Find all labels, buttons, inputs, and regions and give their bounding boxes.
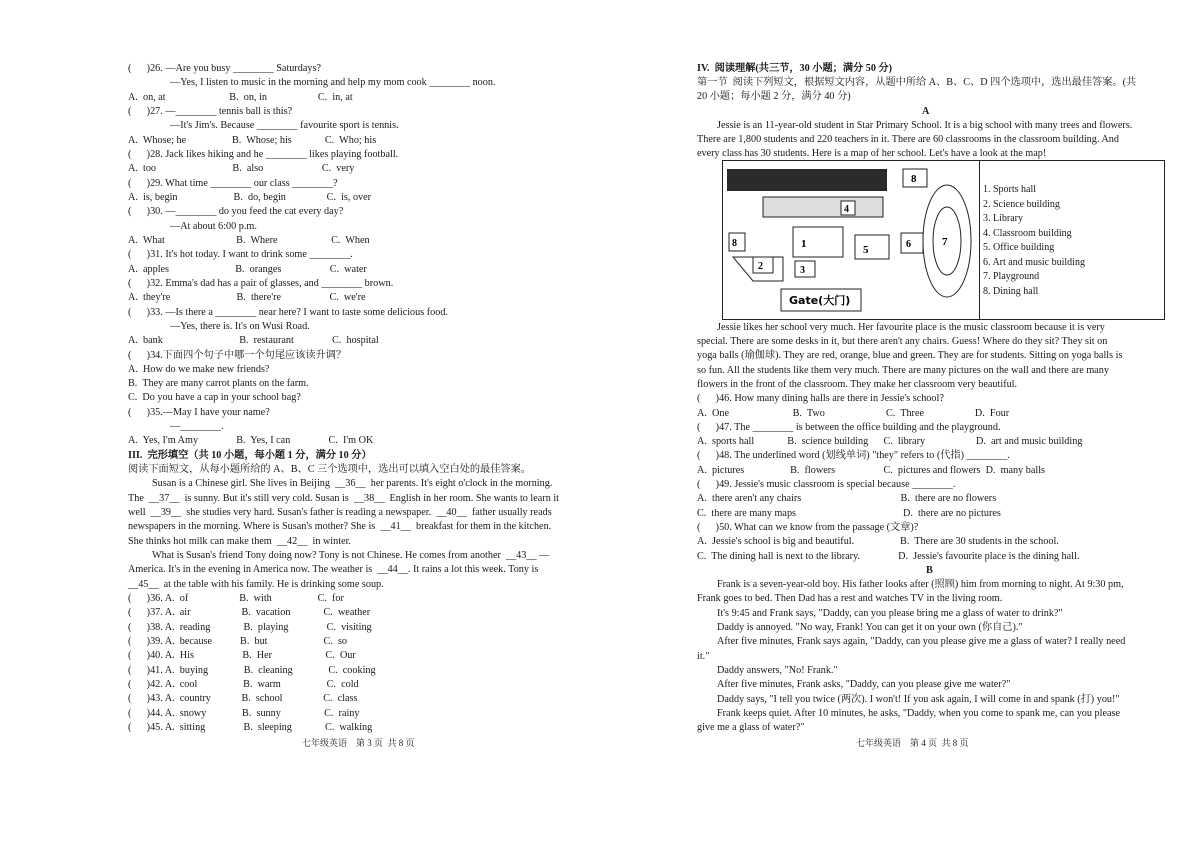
left-text-line: —At about 6:00 p.m. xyxy=(170,221,257,232)
right-text-line: ( )49. Jessie's music classroom is special because ________. xyxy=(697,479,956,490)
left-text-line: __45__ at the table with his family. He is drinking some soup. xyxy=(128,579,384,590)
legend-item: 6. Art and music building xyxy=(983,256,1085,268)
map-label-4: 4 xyxy=(844,204,849,215)
left-text-line: —It's Jim's. Because ________ favourite sport is tennis. xyxy=(170,120,399,131)
left-text-line: ( )40. A. His B. Her C. Our xyxy=(128,650,356,661)
left-text-line: —Yes, I listen to music in the morning and help my mom cook ________ noon. xyxy=(170,77,496,88)
left-text-line: ( )41. A. buying B. cleaning C. cooking xyxy=(128,665,376,676)
left-text-line: newspapers in the morning. Where is Susan's mother? She is __41__ breakfast for them in the kitchen. xyxy=(128,521,552,532)
right-text-line: C. there are many maps D. there are no pictures xyxy=(697,508,1001,519)
right-text-line: Frank keeps quiet. After 10 minutes, he asks, "Daddy, when you come to spank me, can you please xyxy=(717,708,1120,719)
right-text-line: flowers in the front of the classroom. They make her classroom very beautiful. xyxy=(697,379,1018,390)
right-text-line: IV. 阅读理解(共三节，30 小题；满分 50 分) xyxy=(697,63,893,74)
map-science-building xyxy=(753,257,773,273)
left-text-line: A. they're B. there're C. we're xyxy=(128,292,366,303)
right-text-line: It's 9:45 and Frank says, "Daddy, can you please bring me a glass of water to drink?" xyxy=(717,608,1063,619)
left-text-line: The __37__ is sunny. But it's still very cold. Susan is __38__ English in her room. She wants to learn it xyxy=(128,493,560,504)
left-text-line: ( )36. A. of B. with C. for xyxy=(128,593,344,604)
right-text-line: ( )46. How many dining halls are there in Jessie's school? xyxy=(697,393,944,404)
right-text-line: special. There are some desks in it, but there aren't any chairs. Guess! Where do they sit? They sit on xyxy=(697,336,1108,347)
right-text-line: yoga balls (瑜伽球). They are red, orange, blue and green. They are for students. Sitting on yoga balls is xyxy=(697,350,1123,361)
left-text-line: A. on, at B. on, in C. in, at xyxy=(128,92,353,103)
map-art-music-building xyxy=(901,233,923,253)
legend-item: 7. Playground xyxy=(983,271,1040,282)
left-text-line: ( )26. —Are you busy ________ Saturdays? xyxy=(128,63,321,74)
right-text-line: A. Jessie's school is big and beautiful. B. There are 30 students in the school. xyxy=(697,536,1059,547)
right-text-line: give me a glass of water?" xyxy=(697,722,805,733)
right-text-line: A. One B. Two C. Three D. Four xyxy=(697,408,1010,419)
left-text-line: A. bank B. restaurant C. hospital xyxy=(128,335,379,346)
right-text-line: Jessie likes her school very much. Her favourite place is the music classroom because it is very xyxy=(717,322,1105,333)
left-text-line: ( )44. A. snowy B. sunny C. rainy xyxy=(128,708,360,719)
left-text-line: ( )42. A. cool B. warm C. cold xyxy=(128,679,359,690)
map-label-6: 6 xyxy=(906,239,911,250)
left-text-line: ( )45. A. sitting B. sleeping C. walking xyxy=(128,722,373,733)
map-classroom-building xyxy=(763,197,883,217)
map-label-1: 1 xyxy=(801,238,807,250)
left-text-line: America. It's in the evening in America now. The weather is __44__. It rains a lot this week. Tony is xyxy=(128,564,539,575)
right-text-line: A. sports hall B. science building C. library D. art and music building xyxy=(697,436,1083,447)
map-label-8-left: 8 xyxy=(732,238,737,249)
left-text-line: ( )30. —________ do you feed the cat every day? xyxy=(128,206,344,217)
right-text-line: ( )50. What can we know from the passage (文章)? xyxy=(697,522,919,533)
left-text-line: She thinks hot milk can make them __42__ in winter. xyxy=(128,536,351,547)
left-text-line: ( )39. A. because B. but C. so xyxy=(128,636,348,647)
left-text-line: A. Whose; he B. Whose; his C. Who; his xyxy=(128,135,377,146)
left-text-line: ( )43. A. country B. school C. class xyxy=(128,693,358,704)
left-text-line: A. apples B. oranges C. water xyxy=(128,264,367,275)
map-office-building xyxy=(855,235,889,259)
right-text-line: There are 1,800 students and 220 teachers in it. There are 60 classrooms in the classroom building. And xyxy=(697,134,1119,145)
right-text-line: Frank is a seven-year-old boy. His father looks after (照顾) him from morning to night. At 9:30 pm, xyxy=(717,579,1124,590)
left-text-line: ( )35.—May I have your name? xyxy=(128,407,270,418)
right-text-line: 第一节 阅读下列短文，根据短文内容，从题中所给 A、B、C、D 四个选项中，选出最佳答案。(共 xyxy=(697,77,1137,88)
map-label-2: 2 xyxy=(758,261,763,272)
map-gate-label: Gate(大门) xyxy=(789,294,851,307)
map-label-8-top: 8 xyxy=(911,173,917,185)
map-label-3: 3 xyxy=(800,265,805,276)
map-label-7: 7 xyxy=(942,236,948,248)
school-map xyxy=(722,160,1165,320)
right-text-line: Frank goes to bed. Then Dad has a rest and watches TV in the living room. xyxy=(697,593,1003,604)
right-text-line: After five minutes, Frank asks, "Daddy, can you please give me water?" xyxy=(717,679,1011,690)
left-text-line: C. Do you have a cap in your school bag? xyxy=(128,392,301,403)
right-text-line: ( )48. The underlined word (划线单词) "they" refers to (代指) ________. xyxy=(697,450,1010,461)
right-text-line: B xyxy=(926,565,933,576)
right-text-line: A. there aren't any chairs B. there are no flowers xyxy=(697,493,997,504)
right-text-line: Daddy answers, "No! Frank." xyxy=(717,665,838,676)
map-library xyxy=(795,261,815,277)
legend-item: 3. Library xyxy=(983,213,1023,224)
left-text-line: B. They are many carrot plants on the farm. xyxy=(128,378,309,389)
map-legend xyxy=(983,183,1085,299)
left-text-line: III. 完形填空（共 10 小题，每小题 1 分，满分 10 分） xyxy=(128,450,372,461)
school-map-drawing xyxy=(723,161,980,319)
left-text-line: ( )28. Jack likes hiking and he ________ likes playing football. xyxy=(128,149,399,160)
legend-item: 5. Office building xyxy=(983,242,1055,253)
legend-item: 2. Science building xyxy=(983,198,1060,210)
left-text-line: ( )34.下面四个句子中哪一个句尾应该读升调？ xyxy=(128,350,347,361)
legend-item: 4. Classroom building xyxy=(983,227,1072,239)
left-text-line: —Yes, there is. It's on Wusi Road. xyxy=(170,321,310,332)
legend-item: 1. Sports hall xyxy=(983,184,1037,195)
right-text-line: Jessie is an 11-year-old student in Star Primary School. It is a big school with many trees and flowers. xyxy=(717,120,1133,131)
right-text-line: so fun. All the students like them very much. There are many pictures on the wall and there are many xyxy=(697,365,1109,376)
right-text-line: it." xyxy=(697,651,710,662)
left-text-line: A. too B. also C. very xyxy=(128,163,355,174)
left-text-line: A. is, begin B. do, begin C. is, over xyxy=(128,192,372,203)
right-text-line: After five minutes, Frank says again, "Daddy, can you please give me a glass of water? I really need xyxy=(717,636,1126,647)
left-text-line: ( )29. What time ________ our class ________? xyxy=(128,178,338,189)
right-text-line: every class has 30 students. Here is a map of her school. Let's have a look at the map! xyxy=(697,148,1047,159)
left-text-line: ( )38. A. reading B. playing C. visiting xyxy=(128,622,372,633)
left-text-line: Susan is a Chinese girl. She lives in Beijing __36__ her parents. It's eight o'clock in the morning. xyxy=(152,478,553,489)
left-text-line: —________. xyxy=(170,421,224,432)
left-text-line: ( )27. —________ tennis ball is this? xyxy=(128,106,293,117)
right-text-line: Daddy is annoyed. "No way, Frank! You can get it on your own (你自己)." xyxy=(717,622,1023,633)
map-dark-building xyxy=(727,169,887,191)
right-text-line: 20 小题；每小题 2 分，满分 40 分) xyxy=(697,91,851,102)
footer-page-3: 七年级英语 第 3 页 共 8 页 xyxy=(302,738,415,748)
left-text-line: A. What B. Where C. When xyxy=(128,235,370,246)
right-text-line: A. pictures B. flowers C. pictures and flowers D. many balls xyxy=(697,465,1046,476)
left-text-line: A. How do we make new friends? xyxy=(128,364,270,375)
legend-item: 8. Dining hall xyxy=(983,285,1039,297)
left-text-line: 阅读下面短文，从每小题所给的 A、B、C 三个选项中，选出可以填入空白处的最佳答案。 xyxy=(128,464,531,475)
left-text-line: ( )31. It's hot today. I want to drink some ________. xyxy=(128,249,353,260)
right-text-line: ( )47. The ________ is between the office building and the playground. xyxy=(697,422,1001,433)
left-text-line: ( )32. Emma's dad has a pair of glasses, and ________ brown. xyxy=(128,278,394,289)
left-text-line: ( )37. A. air B. vacation C. weather xyxy=(128,607,371,618)
left-text-line: well __39__ she studies very hard. Susan's father is reading a newspaper. __40__ father usually reads xyxy=(128,507,552,518)
map-label-5: 5 xyxy=(863,244,869,256)
right-text-line: A xyxy=(922,106,930,117)
footer-page-4: 七年级英语 第 4 页 共 8 页 xyxy=(856,738,969,748)
left-text-line: ( )33. —Is there a ________ near here? I want to taste some delicious food. xyxy=(128,307,448,318)
right-text-line: C. The dining hall is next to the library. D. Jessie's favourite place is the dining hall. xyxy=(697,551,1080,562)
left-text-line: A. Yes, I'm Amy B. Yes, I can C. I'm OK xyxy=(128,435,374,446)
left-text-line: What is Susan's friend Tony doing now? Tony is not Chinese. He comes from another __43__ — xyxy=(152,550,550,561)
right-text-line: Daddy says, "I tell you twice (两次). I won't! If you ask again, I will come in and spank (打) you!" xyxy=(717,694,1120,705)
